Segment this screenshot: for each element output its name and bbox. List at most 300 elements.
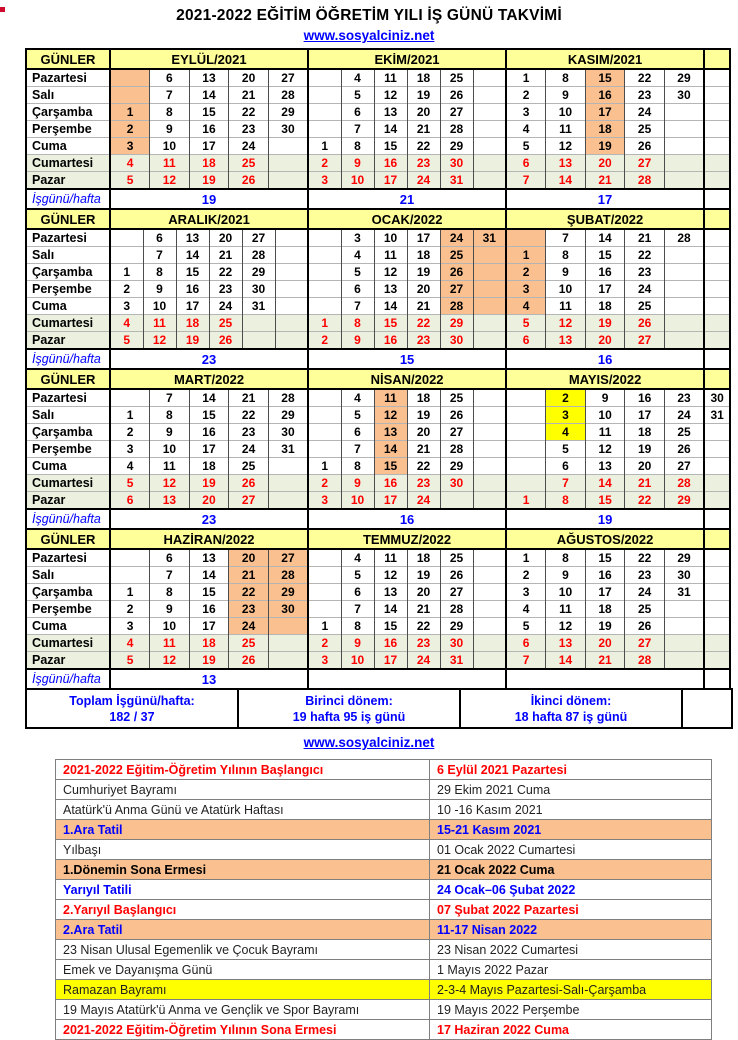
- workdays-label: İşgünü/hafta: [26, 349, 110, 369]
- date-cell: 23: [625, 567, 665, 584]
- event-row: [56, 860, 712, 880]
- date-cell: 14: [189, 87, 229, 104]
- date-cell: 17: [625, 407, 665, 424]
- date-cell: 18: [189, 635, 229, 652]
- date-cell: 2: [308, 635, 341, 652]
- date-cell: 17: [189, 618, 229, 635]
- date-cell: 13: [189, 69, 229, 87]
- workdays-value: 15: [308, 349, 506, 369]
- date-cell: 4: [506, 121, 546, 138]
- date-cell: 1: [110, 104, 150, 121]
- date-cell: [473, 315, 506, 332]
- event-name: Ramazan Bayramı: [56, 980, 430, 1000]
- date-cell: 10: [341, 652, 374, 670]
- overflow-date-cell: 30: [704, 389, 730, 407]
- overflow-date-cell: [704, 298, 730, 315]
- total-workdays-label: Toplam İşgünü/hafta:: [69, 693, 195, 708]
- date-cell: 2: [308, 332, 341, 350]
- workdays-value: 13: [110, 669, 308, 689]
- date-cell: 1: [308, 458, 341, 475]
- date-cell: [506, 389, 546, 407]
- date-cell: 20: [585, 155, 625, 172]
- date-cell: 19: [625, 441, 665, 458]
- date-cell: [308, 549, 341, 567]
- date-cell: 17: [585, 104, 625, 121]
- date-cell: 30: [664, 87, 704, 104]
- date-cell: 13: [546, 635, 586, 652]
- date-cell: 17: [407, 229, 440, 247]
- site-link-bottom[interactable]: www.sosyalciniz.net: [303, 735, 435, 750]
- date-cell: 20: [407, 424, 440, 441]
- overflow-date-cell: [704, 229, 730, 247]
- date-cell: 19: [189, 172, 229, 190]
- date-cell: 4: [341, 389, 374, 407]
- date-cell: 22: [209, 264, 242, 281]
- date-cell: [268, 172, 308, 190]
- date-cell: 22: [229, 104, 269, 121]
- month-header-row: [26, 49, 730, 69]
- date-cell: 17: [189, 138, 229, 155]
- date-cell: 6: [341, 584, 374, 601]
- day-row: [26, 424, 730, 441]
- top-link-line: [0, 27, 738, 45]
- date-cell: 20: [407, 104, 440, 121]
- footer-empty-cell: [682, 689, 732, 728]
- event-date: 10 -16 Kasım 2021: [430, 800, 712, 820]
- first-term-label: Birinci dönem:: [305, 693, 393, 708]
- workdays-side-cell: [704, 189, 730, 209]
- summary-row: [26, 689, 732, 728]
- date-cell: [473, 138, 506, 155]
- date-cell: 12: [374, 567, 407, 584]
- date-cell: [308, 584, 341, 601]
- date-cell: 8: [341, 618, 374, 635]
- date-cell: [664, 652, 704, 670]
- corner-cell: [704, 529, 730, 549]
- date-cell: 23: [625, 87, 665, 104]
- day-row: [26, 104, 730, 121]
- date-cell: [473, 584, 506, 601]
- day-label: Çarşamba: [26, 104, 110, 121]
- day-label: Cuma: [26, 618, 110, 635]
- date-cell: 26: [229, 172, 269, 190]
- date-cell: [268, 475, 308, 492]
- day-label: Çarşamba: [26, 584, 110, 601]
- date-cell: [308, 281, 341, 298]
- date-cell: [664, 332, 704, 350]
- date-cell: 18: [585, 601, 625, 618]
- date-cell: [473, 172, 506, 190]
- events-table: [55, 759, 712, 1040]
- day-row: [26, 441, 730, 458]
- site-link-top[interactable]: www.sosyalciniz.net: [303, 28, 435, 43]
- date-cell: 27: [268, 549, 308, 567]
- date-cell: 5: [341, 407, 374, 424]
- date-cell: 25: [440, 247, 473, 264]
- calendar-group-4: [25, 528, 731, 690]
- date-cell: 22: [625, 247, 665, 264]
- date-cell: 12: [150, 172, 190, 190]
- date-cell: 26: [440, 567, 473, 584]
- date-cell: 22: [407, 138, 440, 155]
- overflow-date-cell: [704, 69, 730, 87]
- event-date: 24 Ocak–06 Şubat 2022: [430, 880, 712, 900]
- date-cell: 28: [440, 601, 473, 618]
- date-cell: 19: [407, 264, 440, 281]
- event-date: 1 Mayıs 2022 Pazar: [430, 960, 712, 980]
- date-cell: 14: [374, 601, 407, 618]
- day-label: Perşembe: [26, 281, 110, 298]
- date-cell: [473, 298, 506, 315]
- workdays-value: 21: [308, 189, 506, 209]
- event-row: [56, 820, 712, 840]
- date-cell: 20: [585, 332, 625, 350]
- date-cell: 11: [374, 389, 407, 407]
- date-cell: 17: [374, 652, 407, 670]
- date-cell: 2: [110, 424, 150, 441]
- date-cell: 31: [440, 652, 473, 670]
- date-cell: [268, 492, 308, 510]
- overflow-date-cell: [704, 652, 730, 670]
- date-cell: 6: [506, 155, 546, 172]
- event-row: [56, 960, 712, 980]
- date-cell: [308, 441, 341, 458]
- date-cell: 16: [625, 389, 665, 407]
- day-row: [26, 315, 730, 332]
- date-cell: 14: [374, 441, 407, 458]
- date-cell: 22: [407, 458, 440, 475]
- month-header: NİSAN/2022: [308, 369, 506, 389]
- date-cell: [664, 315, 704, 332]
- date-cell: 9: [150, 424, 190, 441]
- date-cell: [268, 618, 308, 635]
- date-cell: 26: [229, 475, 269, 492]
- date-cell: 22: [229, 407, 269, 424]
- event-date: 2-3-4 Mayıs Pazartesi-Salı-Çarşamba: [430, 980, 712, 1000]
- calendar-group-2: [25, 208, 731, 370]
- date-cell: 1: [506, 247, 546, 264]
- date-cell: [242, 332, 275, 350]
- date-cell: 24: [440, 229, 473, 247]
- date-cell: 27: [440, 584, 473, 601]
- date-cell: 22: [625, 492, 665, 510]
- date-cell: 13: [150, 492, 190, 510]
- workdays-value: 17: [506, 189, 704, 209]
- date-cell: [275, 315, 308, 332]
- date-cell: [473, 618, 506, 635]
- date-cell: 16: [374, 332, 407, 350]
- day-row: [26, 247, 730, 264]
- date-cell: 8: [150, 407, 190, 424]
- date-cell: [242, 315, 275, 332]
- date-cell: 26: [440, 407, 473, 424]
- date-cell: [506, 441, 546, 458]
- overflow-date-cell: [704, 458, 730, 475]
- day-row: [26, 458, 730, 475]
- date-cell: [473, 264, 506, 281]
- date-cell: 28: [440, 298, 473, 315]
- day-row: [26, 389, 730, 407]
- date-cell: 25: [625, 121, 665, 138]
- date-cell: 24: [625, 281, 665, 298]
- date-cell: 15: [585, 492, 625, 510]
- day-row: [26, 652, 730, 670]
- date-cell: 3: [506, 281, 546, 298]
- month-header: HAZİRAN/2022: [110, 529, 308, 549]
- date-cell: [664, 104, 704, 121]
- date-cell: 14: [585, 475, 625, 492]
- overflow-date-cell: [704, 281, 730, 298]
- date-cell: 21: [407, 601, 440, 618]
- date-cell: 21: [585, 652, 625, 670]
- month-header-row: [26, 369, 730, 389]
- date-cell: 24: [407, 652, 440, 670]
- date-cell: 16: [585, 567, 625, 584]
- date-cell: 9: [143, 281, 176, 298]
- date-cell: 18: [407, 69, 440, 87]
- date-cell: 19: [189, 475, 229, 492]
- date-cell: [473, 635, 506, 652]
- event-date: 07 Şubat 2022 Pazartesi: [430, 900, 712, 920]
- date-cell: 30: [440, 635, 473, 652]
- corner-red-mark: [0, 7, 5, 12]
- overflow-date-cell: [704, 264, 730, 281]
- date-cell: 13: [585, 458, 625, 475]
- date-cell: 5: [110, 475, 150, 492]
- month-header: ŞUBAT/2022: [506, 209, 704, 229]
- date-cell: 8: [143, 264, 176, 281]
- date-cell: 29: [242, 264, 275, 281]
- date-cell: 12: [546, 315, 586, 332]
- date-cell: 1: [506, 492, 546, 510]
- date-cell: 9: [341, 475, 374, 492]
- page-title: 2021-2022 EĞİTİM ÖĞRETİM YILI İŞ GÜNÜ TAKVİMİ: [176, 7, 562, 24]
- date-cell: [275, 229, 308, 247]
- date-cell: 15: [374, 618, 407, 635]
- calendar-group-3: [25, 368, 731, 530]
- day-row: [26, 281, 730, 298]
- event-name: 2.Yarıyıl Başlangıcı: [56, 900, 430, 920]
- date-cell: 7: [341, 121, 374, 138]
- date-cell: 7: [546, 229, 586, 247]
- days-header: GÜNLER: [26, 369, 110, 389]
- event-date: 29 Ekim 2021 Cuma: [430, 780, 712, 800]
- date-cell: 5: [110, 652, 150, 670]
- date-cell: 16: [374, 635, 407, 652]
- event-name: 2021-2022 Eğitim-Öğretim Yılının Sona Ermesi: [56, 1020, 430, 1040]
- date-cell: 26: [209, 332, 242, 350]
- date-cell: 19: [585, 315, 625, 332]
- overflow-date-cell: [704, 475, 730, 492]
- date-cell: [473, 87, 506, 104]
- date-cell: 23: [229, 424, 269, 441]
- date-cell: [308, 87, 341, 104]
- date-cell: 19: [189, 652, 229, 670]
- workdays-label: İşgünü/hafta: [26, 509, 110, 529]
- date-cell: 18: [176, 315, 209, 332]
- event-date: 6 Eylül 2021 Pazartesi: [430, 760, 712, 780]
- calendar-group-1: [25, 48, 731, 210]
- date-cell: 10: [546, 281, 586, 298]
- date-cell: 6: [506, 332, 546, 350]
- date-cell: 29: [664, 69, 704, 87]
- date-cell: [268, 635, 308, 652]
- day-label: Cumartesi: [26, 315, 110, 332]
- day-label: Pazartesi: [26, 229, 110, 247]
- date-cell: 23: [407, 635, 440, 652]
- date-cell: [473, 389, 506, 407]
- date-cell: [275, 264, 308, 281]
- date-cell: 27: [664, 458, 704, 475]
- date-cell: 5: [341, 264, 374, 281]
- day-label: Çarşamba: [26, 264, 110, 281]
- date-cell: 11: [546, 121, 586, 138]
- date-cell: 11: [143, 315, 176, 332]
- date-cell: 25: [440, 69, 473, 87]
- day-row: [26, 601, 730, 618]
- date-cell: 25: [440, 549, 473, 567]
- date-cell: 21: [209, 247, 242, 264]
- workdays-side-cell: [704, 669, 730, 689]
- date-cell: [473, 104, 506, 121]
- workdays-value: 16: [506, 349, 704, 369]
- date-cell: 26: [229, 652, 269, 670]
- date-cell: 16: [374, 155, 407, 172]
- date-cell: 6: [341, 424, 374, 441]
- date-cell: [473, 601, 506, 618]
- date-cell: [664, 264, 704, 281]
- workdays-row: [26, 669, 730, 689]
- event-name: 1.Dönemin Sona Ermesi: [56, 860, 430, 880]
- workdays-value: 23: [110, 349, 308, 369]
- date-cell: 3: [308, 652, 341, 670]
- date-cell: 13: [546, 155, 586, 172]
- date-cell: 21: [229, 567, 269, 584]
- event-date: 15-21 Kasım 2021: [430, 820, 712, 840]
- date-cell: 5: [506, 138, 546, 155]
- date-cell: 3: [308, 172, 341, 190]
- overflow-date-cell: [704, 155, 730, 172]
- date-cell: 7: [546, 475, 586, 492]
- date-cell: 28: [268, 87, 308, 104]
- date-cell: [308, 298, 341, 315]
- day-row: [26, 264, 730, 281]
- days-header: GÜNLER: [26, 209, 110, 229]
- date-cell: 9: [546, 567, 586, 584]
- date-cell: 18: [407, 549, 440, 567]
- date-cell: 29: [440, 458, 473, 475]
- date-cell: 27: [440, 424, 473, 441]
- date-cell: 26: [625, 315, 665, 332]
- date-cell: 2: [110, 601, 150, 618]
- date-cell: 27: [625, 155, 665, 172]
- date-cell: 4: [110, 458, 150, 475]
- date-cell: 21: [407, 121, 440, 138]
- date-cell: [275, 298, 308, 315]
- date-cell: 16: [189, 424, 229, 441]
- date-cell: 10: [546, 584, 586, 601]
- event-name: Yarıyıl Tatili: [56, 880, 430, 900]
- date-cell: 29: [268, 407, 308, 424]
- date-cell: 27: [229, 492, 269, 510]
- date-cell: 14: [546, 652, 586, 670]
- date-cell: 18: [407, 247, 440, 264]
- overflow-date-cell: [704, 138, 730, 155]
- date-cell: 19: [407, 567, 440, 584]
- date-cell: 23: [407, 155, 440, 172]
- first-term-cell: [238, 689, 460, 728]
- workdays-label: İşgünü/hafta: [26, 669, 110, 689]
- date-cell: 13: [374, 584, 407, 601]
- month-header-row: [26, 529, 730, 549]
- date-cell: 30: [268, 424, 308, 441]
- event-row: [56, 920, 712, 940]
- workdays-side-cell: [704, 509, 730, 529]
- date-cell: 10: [585, 407, 625, 424]
- date-cell: [308, 567, 341, 584]
- date-cell: 15: [189, 104, 229, 121]
- date-cell: 13: [374, 424, 407, 441]
- date-cell: 21: [407, 441, 440, 458]
- day-label: Salı: [26, 567, 110, 584]
- date-cell: 4: [341, 247, 374, 264]
- date-cell: 1: [506, 69, 546, 87]
- day-label: Cumartesi: [26, 155, 110, 172]
- event-date: 23 Nisan 2022 Cumartesi: [430, 940, 712, 960]
- date-cell: 4: [110, 315, 143, 332]
- date-cell: [308, 601, 341, 618]
- date-cell: 27: [242, 229, 275, 247]
- date-cell: 25: [209, 315, 242, 332]
- date-cell: [664, 618, 704, 635]
- date-cell: 9: [546, 87, 586, 104]
- event-name: Cumhuriyet Bayramı: [56, 780, 430, 800]
- date-cell: 30: [440, 332, 473, 350]
- date-cell: 25: [440, 389, 473, 407]
- overflow-date-cell: [704, 172, 730, 190]
- date-cell: 4: [341, 69, 374, 87]
- date-cell: [473, 475, 506, 492]
- date-cell: 8: [546, 69, 586, 87]
- date-cell: 1: [308, 618, 341, 635]
- date-cell: [268, 138, 308, 155]
- event-name: 2.Ara Tatil: [56, 920, 430, 940]
- date-cell: 9: [341, 332, 374, 350]
- date-cell: [664, 601, 704, 618]
- overflow-date-cell: [704, 567, 730, 584]
- date-cell: 6: [341, 281, 374, 298]
- day-row: [26, 407, 730, 424]
- days-header: GÜNLER: [26, 529, 110, 549]
- date-cell: 24: [625, 104, 665, 121]
- date-cell: 20: [407, 584, 440, 601]
- event-date: 21 Ocak 2022 Cuma: [430, 860, 712, 880]
- corner-cell: [704, 369, 730, 389]
- date-cell: [473, 281, 506, 298]
- month-header: EKİM/2021: [308, 49, 506, 69]
- date-cell: 15: [189, 407, 229, 424]
- date-cell: 9: [150, 601, 190, 618]
- event-name: 19 Mayıs Atatürk'ü Anma ve Gençlik ve Spor Bayramı: [56, 1000, 430, 1020]
- day-label: Salı: [26, 87, 110, 104]
- date-cell: 31: [440, 172, 473, 190]
- month-header: AĞUSTOS/2022: [506, 529, 704, 549]
- day-row: [26, 635, 730, 652]
- date-cell: 27: [440, 104, 473, 121]
- date-cell: 16: [585, 87, 625, 104]
- date-cell: 14: [546, 172, 586, 190]
- month-header: KASIM/2021: [506, 49, 704, 69]
